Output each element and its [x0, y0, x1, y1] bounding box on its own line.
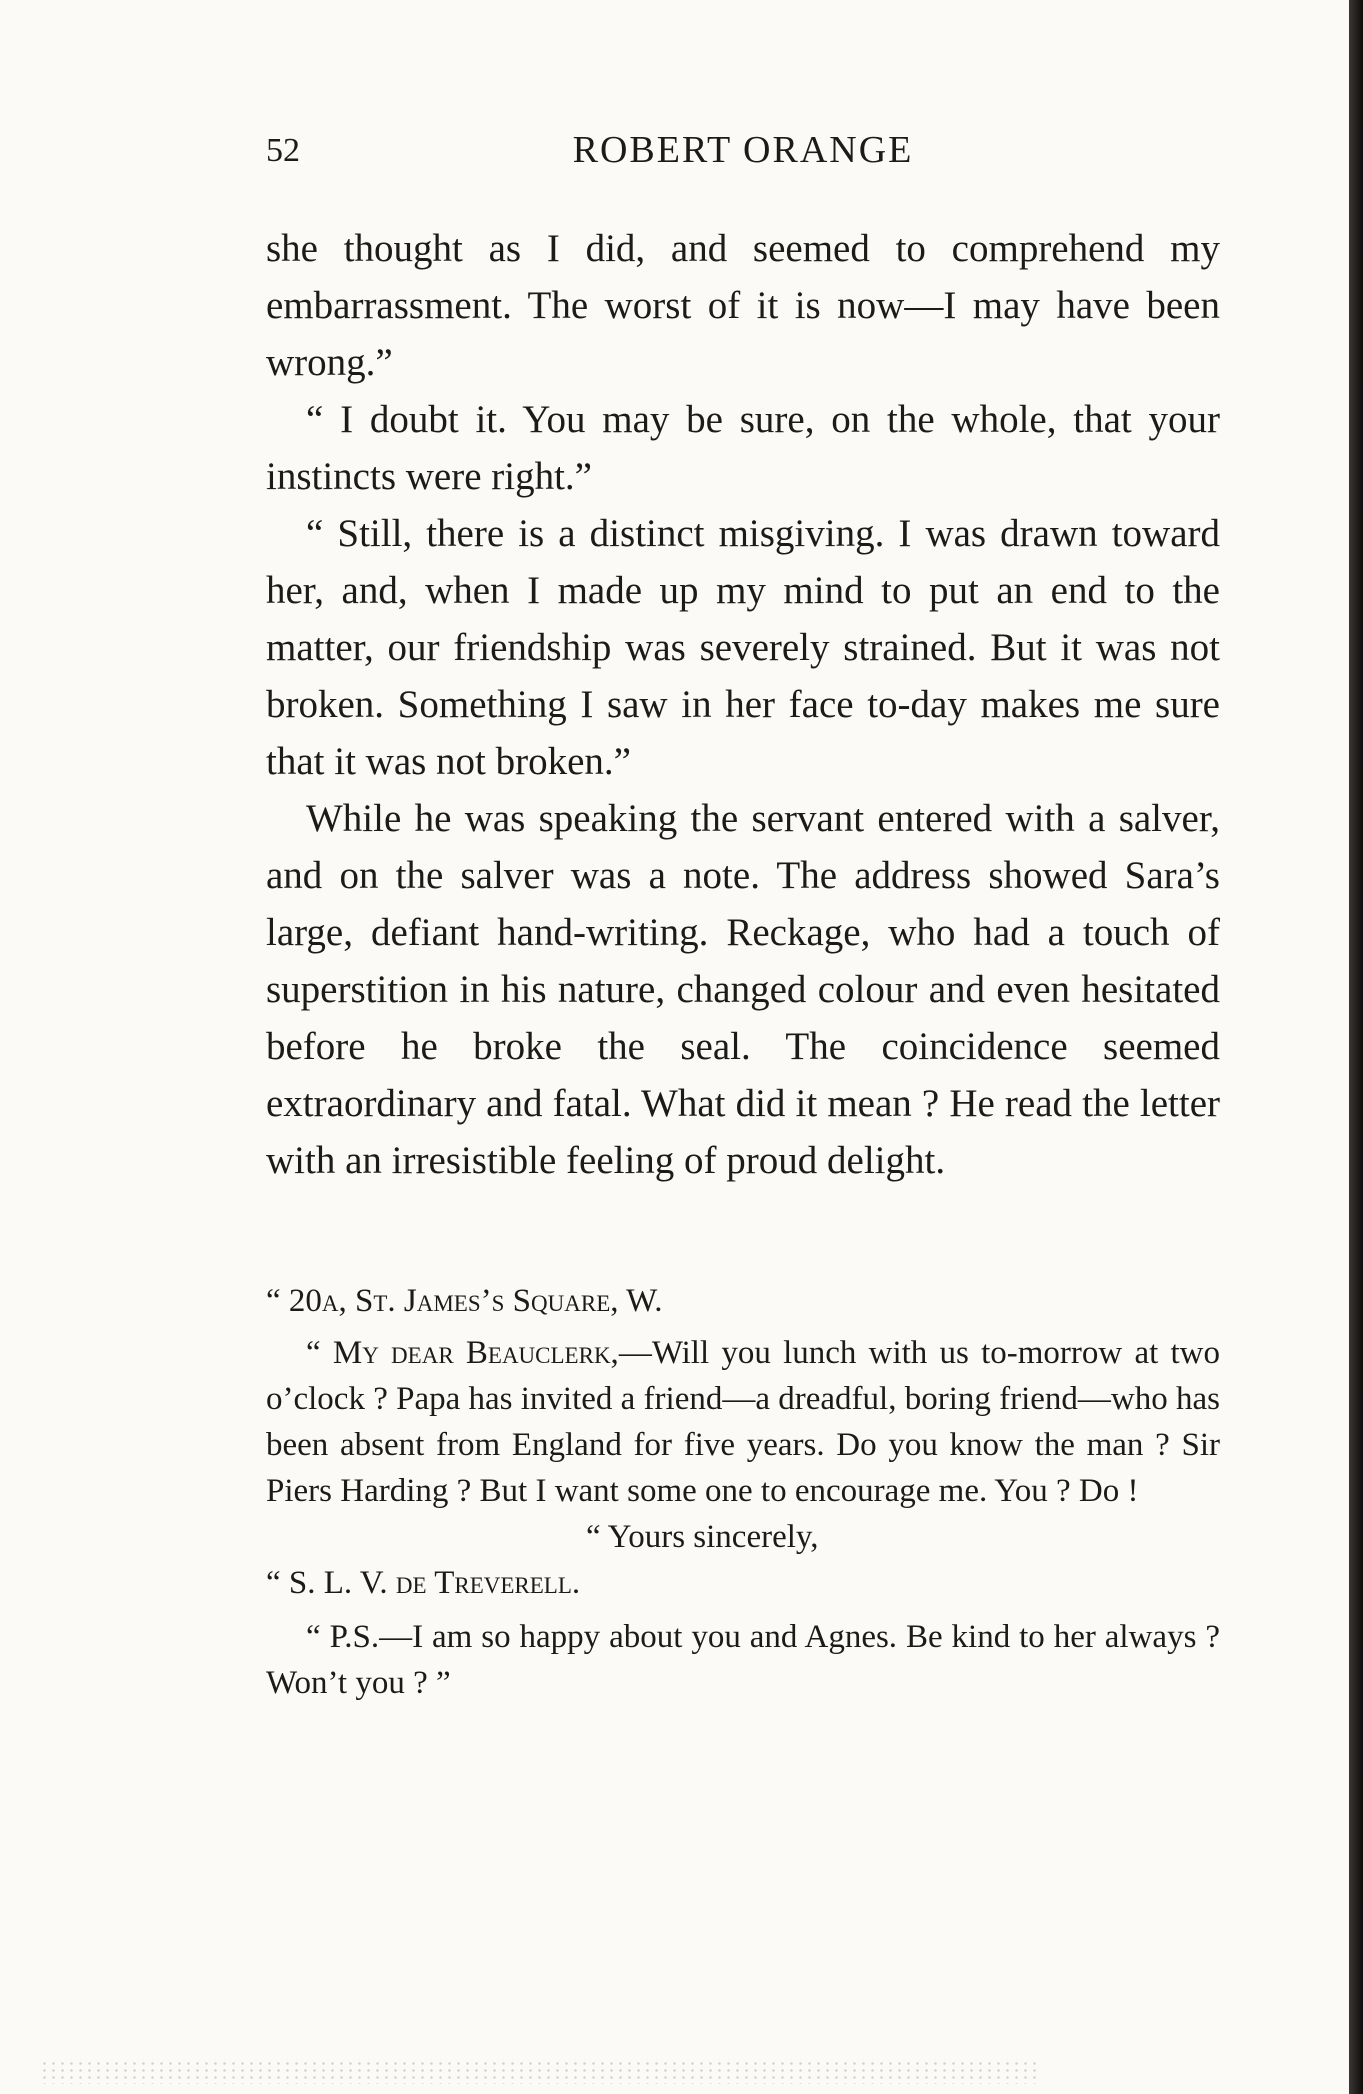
page-header [266, 128, 1220, 188]
paragraph-1: she thought as I did, and seemed to comprehend my embarrassment. The worst of it is now—I may have been wrong.” [266, 227, 1220, 384]
body-text [266, 220, 1220, 1189]
letter [266, 1278, 1220, 1706]
paragraph-4: While he was speaking the servant entered with a salver, and on the salver was a note. The address showed Sara’s large, defiant hand-writing. Reckage, who had a touch of superstition in his nature, changed colour and even hesitated before he broke the seal. The coincidence seemed extraordinary and fatal. What did it mean ? He read the letter with an irresistible feeling of proud delight. [266, 797, 1220, 1182]
paragraph-2: “ I doubt it. You may be sure, on the whole, that your instincts were right.” [266, 398, 1220, 498]
scan-noise [40, 2060, 1040, 2084]
running-title: ROBERT ORANGE [572, 129, 914, 171]
letter-salutation: “ My dear Beauclerk, [306, 1335, 619, 1371]
letter-postscript: “ P.S.—I am so happy about you and Agnes. Be kind to her always ? Won’t you ? ” [266, 1619, 1220, 1701]
letter-closing: “ Yours sincerely, [586, 1519, 819, 1555]
page-edge-shadow [1349, 0, 1363, 2094]
letter-body [266, 1330, 1220, 1514]
letter-signature: “ S. L. V. de Treverell. [266, 1565, 581, 1601]
paragraph-3: “ Still, there is a distinct misgiving. I was drawn toward her, and, when I made up my mind to put an end to the matter, our friendship was severely strained. But it was not broken. Something I saw in her face to-day makes me sure that it was not broken.” [266, 512, 1220, 783]
letter-body-text: —Will you lunch with us to-morrow at two o’clock ? Papa has invited a friend—a dreadful, boring friend—who has been absent from England for five years. Do you know the man ? Sir Piers Harding ? But I want some one to encourage me. You ? Do ! [266, 1335, 1220, 1509]
page-number: 52 [266, 132, 300, 169]
letter-address: “ 20a, St. James’s Square, W. [266, 1283, 663, 1319]
